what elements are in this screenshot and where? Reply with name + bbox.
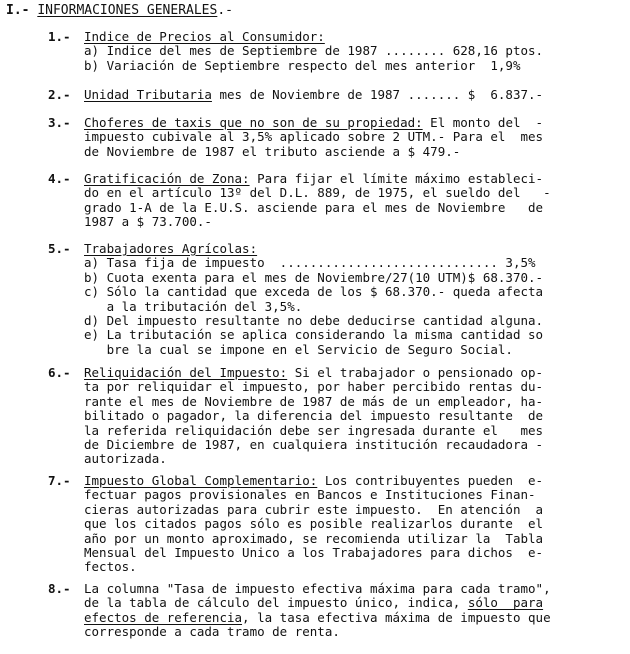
item-a: a) Indice del mes de Septiembre de 1987 ........ 628,16 ptos. — [84, 43, 544, 59]
section-title: Choferes de taxis que no son de su propiedad: — [84, 115, 423, 130]
section-text: Los contribuyentes pueden e- — [317, 473, 544, 488]
item-a: a) Tasa fija de impuesto ............................. 3,5% — [84, 255, 536, 271]
section-line: fectuar pagos provisionales en Bancos e Instituciones Finan- — [84, 487, 536, 503]
section-number: 7.- — [48, 473, 71, 488]
item-c: c) Sólo la cantidad que exceda de los $ 68.370.- queda afecta — [84, 284, 544, 300]
section-number: 5.- — [48, 241, 71, 256]
section-line: corresponde a cada tramo de renta. — [84, 624, 340, 640]
section-line: la referida reliquidación debe ser ingresada durante el mes — [84, 422, 544, 438]
section-line: rante el mes de Noviembre de 1987 de más de un empleador, ha- — [84, 393, 544, 409]
section-number: 2.- — [48, 87, 71, 102]
section-3 — [48, 116, 614, 159]
item-d: d) Del impuesto resultante no debe deducirse cantidad alguna. — [84, 313, 544, 329]
section-number: 8.- — [48, 581, 71, 596]
section-line: año por un monto aproximado, se recomienda utilizar la Tabla — [84, 530, 544, 546]
section-line: cieras autorizadas para cubrir este impuesto. En atención a — [84, 501, 544, 517]
section-text: , la tasa efectiva máxima de impuesto que — [242, 609, 551, 625]
section-line: que los citados pagos sólo es posible realizarlos durante el — [84, 516, 544, 532]
header-suffix: .- — [217, 3, 233, 18]
section-line: La columna "Tasa de impuesto efectiva máxima para cada tramo", — [84, 581, 551, 596]
section-1 — [48, 30, 614, 73]
header-numeral: I.- — [6, 3, 30, 18]
section-title: Reliquidación del Impuesto: — [84, 365, 288, 380]
section-line: bilitado o pagador, la diferencia del impuesto resultante de — [84, 408, 544, 424]
section-6 — [48, 366, 614, 467]
section-7 — [48, 474, 614, 575]
item-b: b) Cuota exenta para el mes de Noviembre/27(10 UTM)$ 68.370.- — [84, 269, 544, 285]
section-text: El monto del - — [422, 115, 544, 130]
emphasis-text: sólo para — [467, 595, 544, 611]
section-line: autorizada. — [84, 451, 167, 467]
section-4 — [48, 172, 614, 230]
item-e: e) La tributación se aplica considerando la misma cantidad so — [84, 327, 544, 343]
section-line: 1987 a $ 73.700.- — [84, 214, 212, 230]
section-title: Trabajadores Agrícolas: — [84, 241, 258, 256]
section-text: Para fijar el límite máximo estableci- — [249, 171, 544, 186]
section-8 — [48, 582, 614, 640]
section-line: impuesto cubivale al 3,5% aplicado sobre 2 UTM.- Para el mes — [84, 129, 544, 145]
section-number: 1.- — [48, 29, 71, 44]
section-line: grado 1-A de la E.U.S. asciende para el mes de Noviembre de — [84, 199, 544, 215]
item-e-cont: bre la cual se impone en el Servicio de Seguro Social. — [84, 341, 513, 357]
section-line: fectos. — [84, 559, 137, 575]
item-c-cont: a la tributación del 3,5%. — [84, 298, 303, 314]
header-title: INFORMACIONES GENERALES — [37, 3, 218, 18]
section-number: 3.- — [48, 115, 71, 130]
item-b: b) Variación de Septiembre respecto del mes anterior 1,9% — [84, 57, 521, 73]
section-2 — [48, 88, 614, 102]
section-text: mes de Noviembre de 1987 ....... $ 6.837.- — [211, 87, 544, 102]
section-title: Indice de Precios al Consumidor: — [84, 29, 325, 44]
section-line: de Noviembre de 1987 el tributo asciende a $ 479.- — [84, 143, 461, 159]
section-title: Gratificación de Zona: — [84, 171, 250, 186]
section-line: do en el artículo 13º del D.L. 889, de 1975, el sueldo del - — [84, 185, 551, 201]
section-line: ta por reliquidar el impuesto, por haber percibido rentas du- — [84, 379, 544, 395]
section-text: Si el trabajador o pensionado op- — [287, 365, 544, 380]
section-number: 4.- — [48, 171, 71, 186]
section-5 — [48, 242, 614, 357]
document-header — [6, 4, 233, 18]
section-line: de Diciembre de 1987, en cualquiera institución recaudadora - — [84, 437, 544, 453]
section-text: de la tabla de cálculo del impuesto único, indica, — [84, 595, 468, 611]
section-number: 6.- — [48, 365, 71, 380]
section-title: Impuesto Global Complementario: — [84, 473, 318, 488]
section-line: Mensual del Impuesto Unico a los Trabajadores para dichos e- — [84, 545, 544, 561]
section-title: Unidad Tributaria — [84, 87, 212, 102]
emphasis-text: efectos de referencia — [84, 609, 243, 625]
